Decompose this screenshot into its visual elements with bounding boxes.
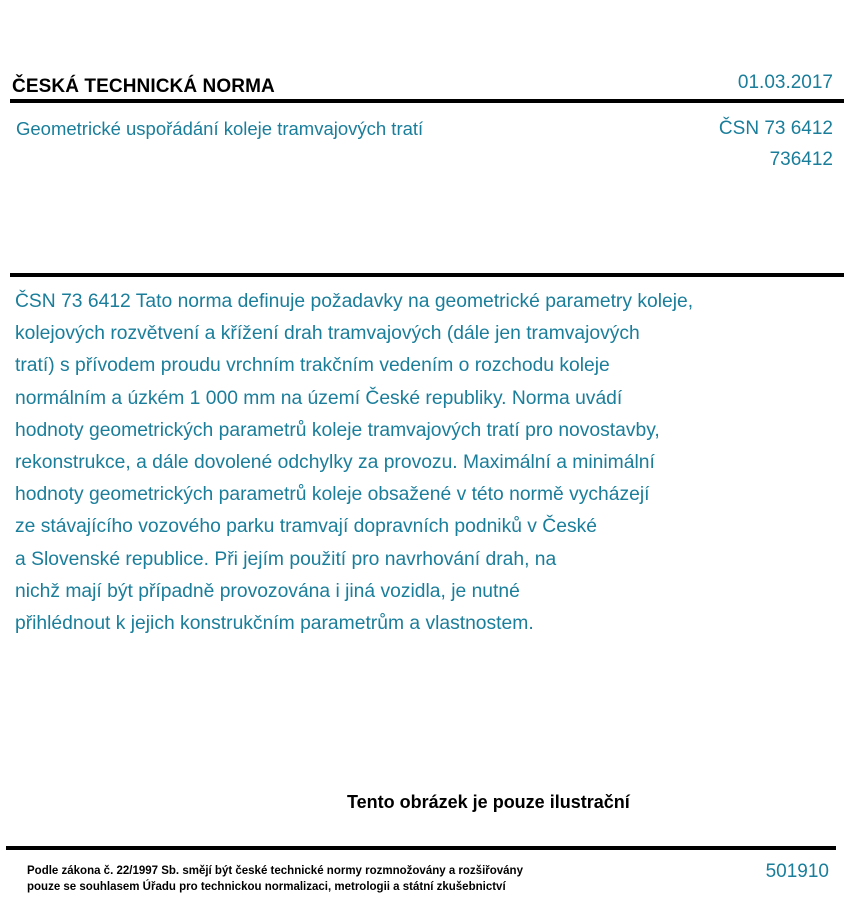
- legal-line: Podle zákona č. 22/1997 Sb. smějí být české technické normy rozmnožovány a rozšiřovány: [27, 865, 523, 877]
- abstract-line: ČSN 73 6412 Tato norma definuje požadavky na geometrické parametry koleje,: [15, 291, 694, 312]
- abstract-line: hodnoty geometrických parametrů koleje tramvajových tratí pro novostavby,: [15, 419, 660, 441]
- order-number: 501910: [765, 861, 829, 882]
- abstract-line: ze stávajícího vozového parku tramvají dopravních podniků v České: [15, 516, 597, 538]
- legal-notice: [27, 863, 523, 895]
- abstract-line: přihlédnout k jejich konstrukčním parametrům a vlastnostem.: [15, 613, 534, 635]
- bottom-divider: [6, 846, 836, 850]
- abstract-line: kolejových rozvětvení a křížení drah tramvajových (dále jen tramvajových: [15, 323, 640, 345]
- abstract-line: a Slovenské republice. Při jejím použití pro navrhování drah, na: [15, 548, 557, 570]
- classification-code: 736412: [769, 149, 833, 170]
- standard-number: ČSN 73 6412: [718, 118, 833, 139]
- middle-divider: [10, 273, 844, 277]
- abstract-line: tratí) s přívodem proudu vrchním trakčním vedením o rozchodu koleje: [15, 355, 610, 377]
- top-divider: [10, 99, 844, 103]
- issue-date: 01.03.2017: [737, 72, 833, 93]
- document-type-title: ČESKÁ TECHNICKÁ NORMA: [12, 76, 275, 97]
- abstract-line: rekonstrukce, a dále dovolené odchylky za provozu. Maximální a minimální: [15, 452, 655, 474]
- abstract-line: nichž mají být případně provozována i jiná vozidla, je nutné: [15, 580, 520, 602]
- abstract-line: normálním a úzkém 1 000 mm na území České republiky. Norma uvádí: [15, 387, 623, 409]
- legal-line: pouze se souhlasem Úřadu pro technickou normalizaci, metrologii a státní zkušebnictví: [27, 881, 506, 893]
- abstract-line: hodnoty geometrických parametrů koleje obsažené v této normě vycházejí: [15, 484, 650, 506]
- illustration-note: Tento obrázek je pouze ilustrační: [347, 792, 630, 812]
- document-subject: Geometrické uspořádání koleje tramvajových tratí: [16, 118, 424, 139]
- abstract-text: [15, 286, 815, 640]
